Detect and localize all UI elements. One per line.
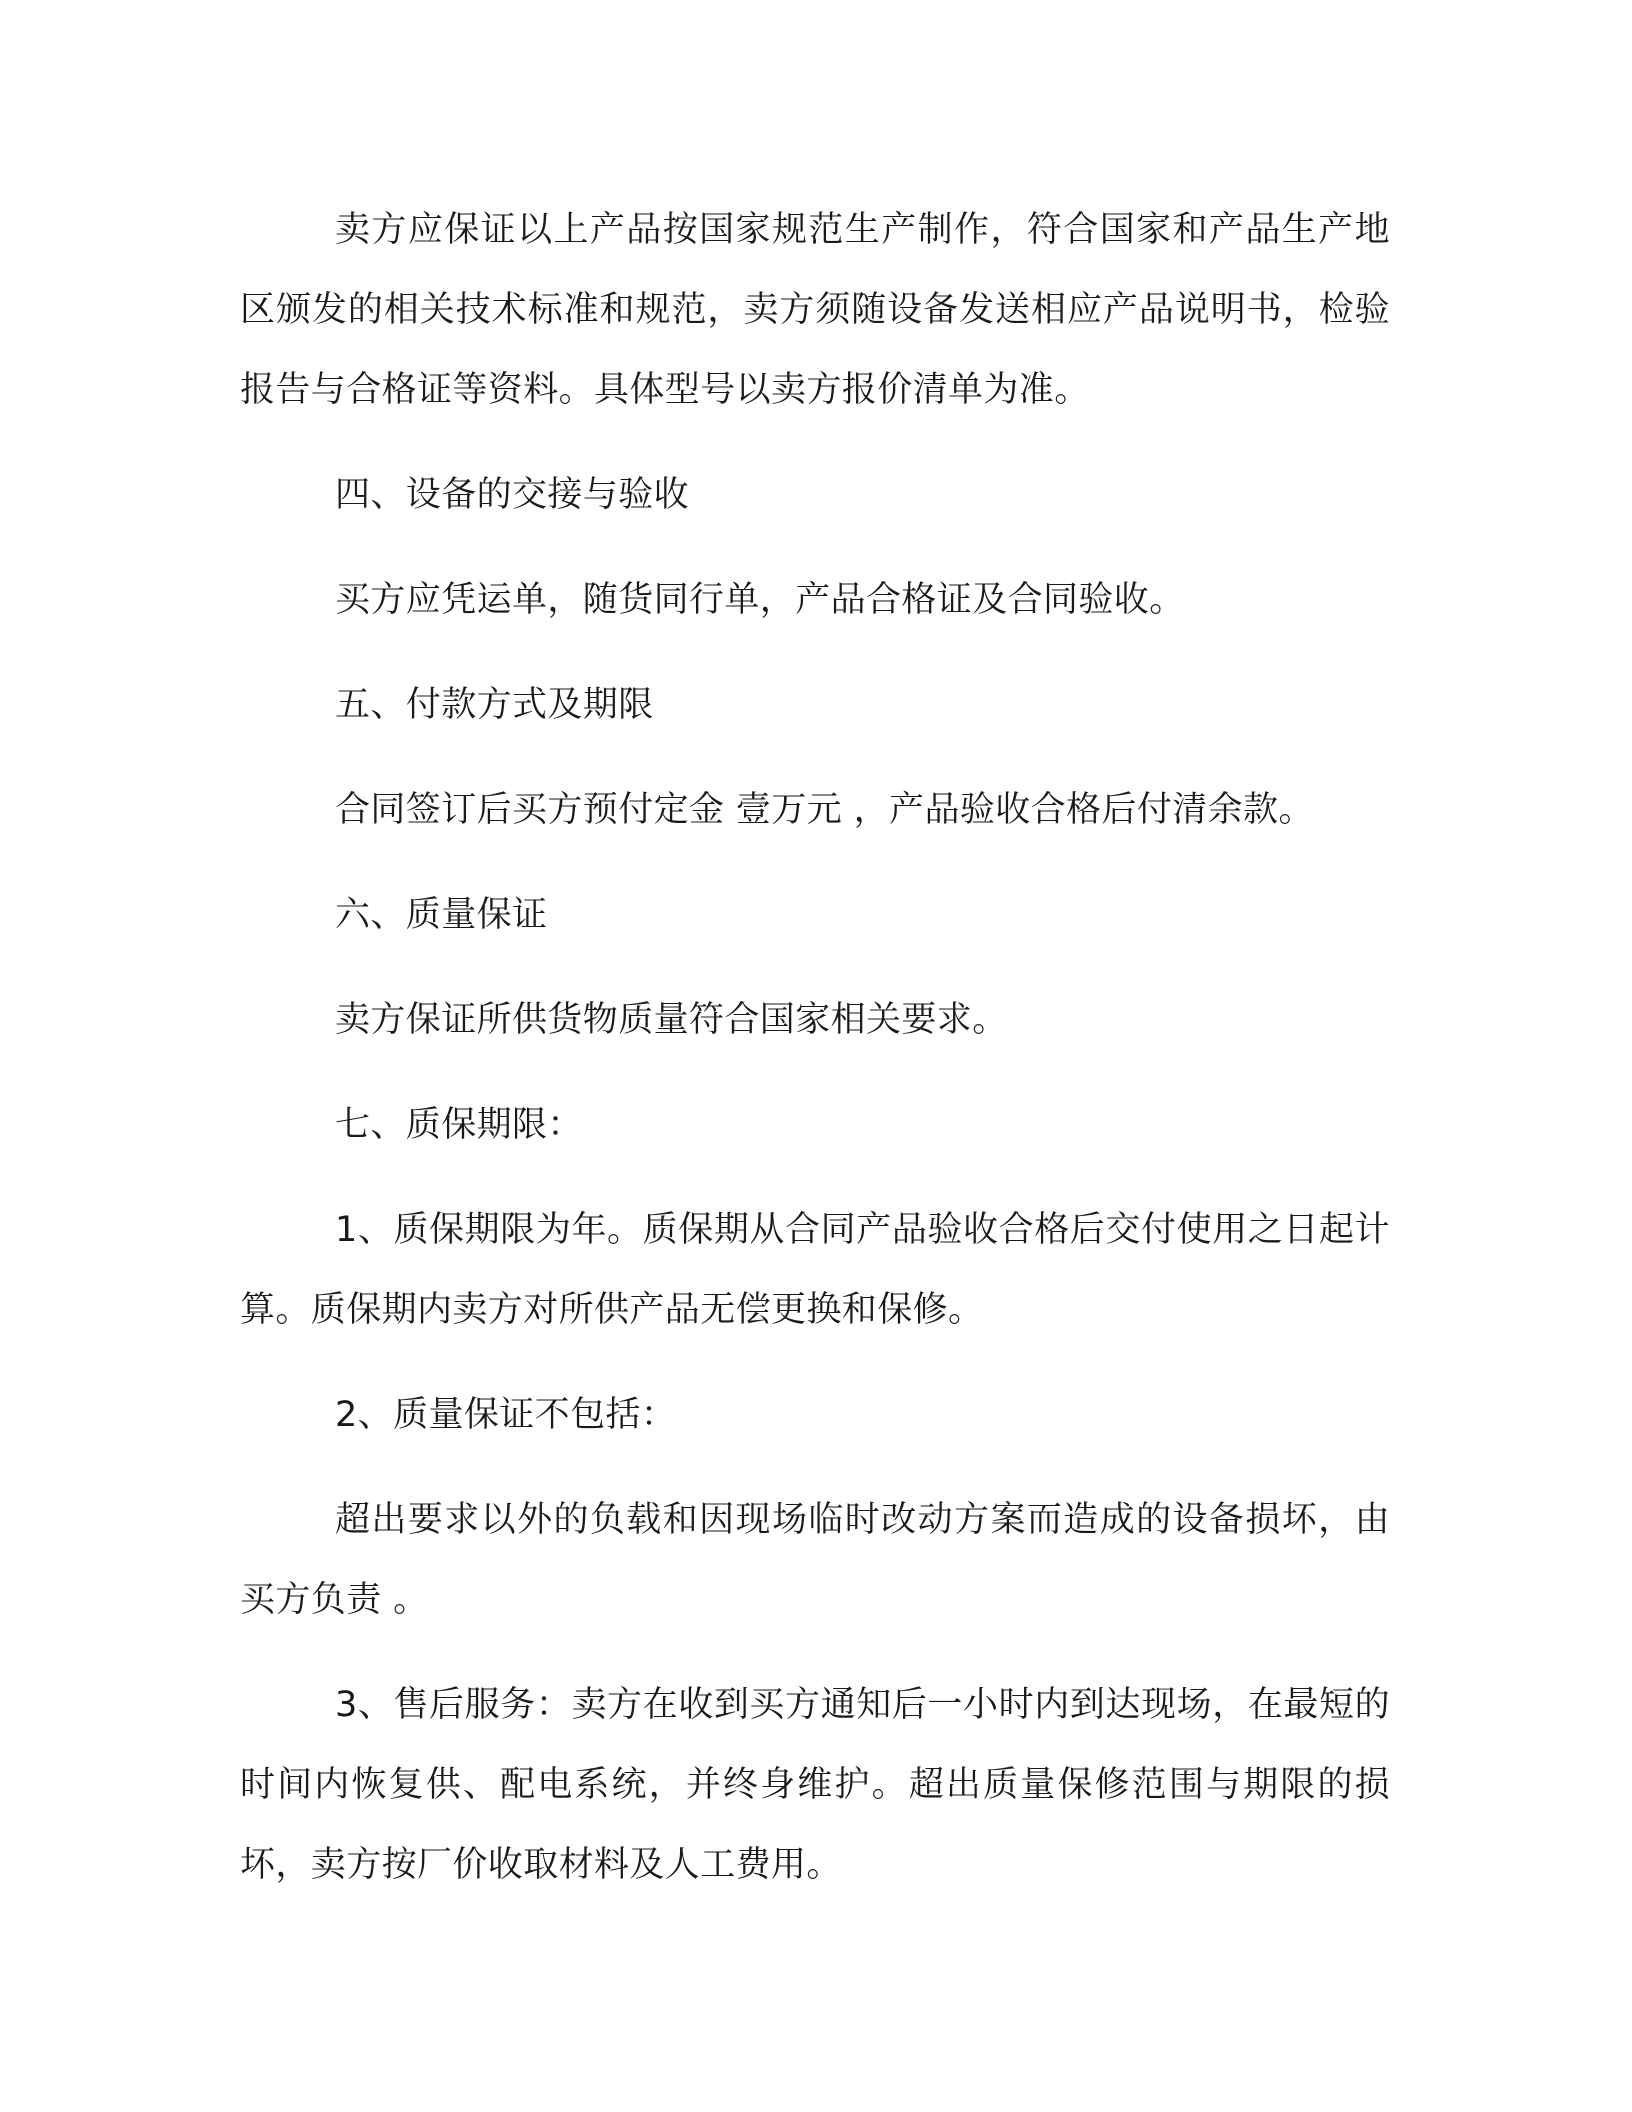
heading-payment-terms: 五、付款方式及期限 xyxy=(335,685,654,725)
paragraph-payment: 合同签订后买方预付定金 壹万元 ，产品验收合格后付清余款。 xyxy=(335,790,1314,830)
paragraph-warranty-term: 1、质保期限为年。质保期从合同产品验收合格后交付使用之日起计算。质保期内卖方对所供产品无偿更换和保修。 xyxy=(240,1210,1390,1330)
document-body xyxy=(240,190,1390,1905)
paragraph-quality: 卖方保证所供货物质量符合国家相关要求。 xyxy=(335,1000,1008,1040)
paragraph-product-standards: 卖方应保证以上产品按国家规范生产制作，符合国家和产品生产地区颁发的相关技术标准和规范，卖方须随设备发送相应产品说明书，检验报告与合格证等资料。具体型号以卖方报价清单为准。 xyxy=(240,210,1390,410)
heading-warranty-period: 七、质保期限： xyxy=(335,1105,583,1145)
paragraph-exclusions: 超出要求以外的负载和因现场临时改动方案而造成的设备损坏，由买方负责 。 xyxy=(240,1500,1390,1620)
heading-warranty-exclusions: 2、质量保证不包括： xyxy=(335,1395,677,1435)
heading-handover-acceptance: 四、设备的交接与验收 xyxy=(335,475,690,515)
paragraph-after-sales: 3、售后服务：卖方在收到买方通知后一小时内到达现场，在最短的时间内恢复供、配电系统，并终身维护。超出质量保修范围与期限的损坏，卖方按厂价收取材料及人工费用。 xyxy=(240,1685,1390,1885)
heading-quality-assurance: 六、质量保证 xyxy=(335,895,548,935)
paragraph-acceptance: 买方应凭运单，随货同行单，产品合格证及合同验收。 xyxy=(335,580,1185,620)
